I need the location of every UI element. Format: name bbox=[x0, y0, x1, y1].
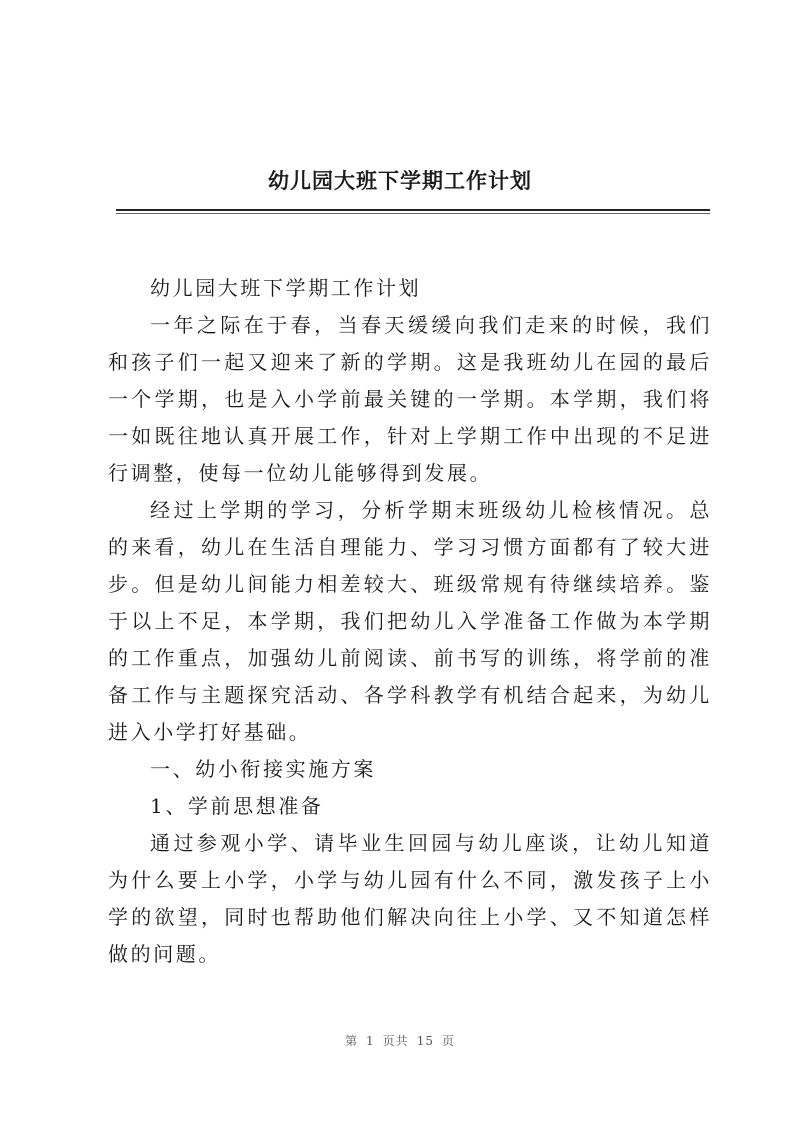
body-paragraph-heading: 幼儿园大班下学期工作计划 bbox=[150, 276, 422, 300]
footer-current-page: 1 bbox=[366, 1034, 375, 1048]
page-number-footer bbox=[0, 1032, 800, 1049]
title-divider bbox=[116, 209, 710, 211]
footer-suffix: 页 bbox=[441, 1034, 455, 1048]
body-paragraph: 通过参观小学、请毕业生回园与幼儿座谈，让幼儿知道为什么要上小学，小学与幼儿园有什么不同，激发孩子上小学的欲望，同时也帮助他们解决向往上小学、又不知道怎样做的问题。 bbox=[108, 831, 712, 966]
document-body bbox=[108, 270, 712, 973]
footer-total-pages: 15 bbox=[416, 1034, 434, 1048]
body-paragraph: 一年之际在于春，当春天缓缓向我们走来的时候，我们和孩子们一起又迎来了新的学期。这是我班幼儿在园的最后一个学期，也是入小学前最关键的一学期。本学期，我们将一如既往地认真开展工作，针对上学期工作中出现的不足进行调整，使每一位幼儿能够得到发展。 bbox=[108, 313, 712, 485]
subsection-heading: 1、学前思想准备 bbox=[150, 794, 324, 818]
footer-middle: 页共 bbox=[382, 1034, 409, 1048]
body-paragraph: 经过上学期的学习，分析学期末班级幼儿检核情况。总的来看，幼儿在生活自理能力、学习习惯方面都有了较大进步。但是幼儿间能力相差较大、班级常规有待继续培养。鉴于以上不足，本学期，我们把幼儿入学准备工作做为本学期的工作重点，加强幼儿前阅读、前书写的训练，将学前的准备工作与主题探究活动、各学科教学有机结合起来，为幼儿进入小学打好基础。 bbox=[108, 498, 712, 744]
title-divider-thin bbox=[116, 213, 710, 214]
section-heading: 一、幼小衔接实施方案 bbox=[150, 757, 376, 781]
footer-prefix: 第 bbox=[345, 1034, 359, 1048]
document-title: 幼儿园大班下学期工作计划 bbox=[268, 169, 532, 193]
